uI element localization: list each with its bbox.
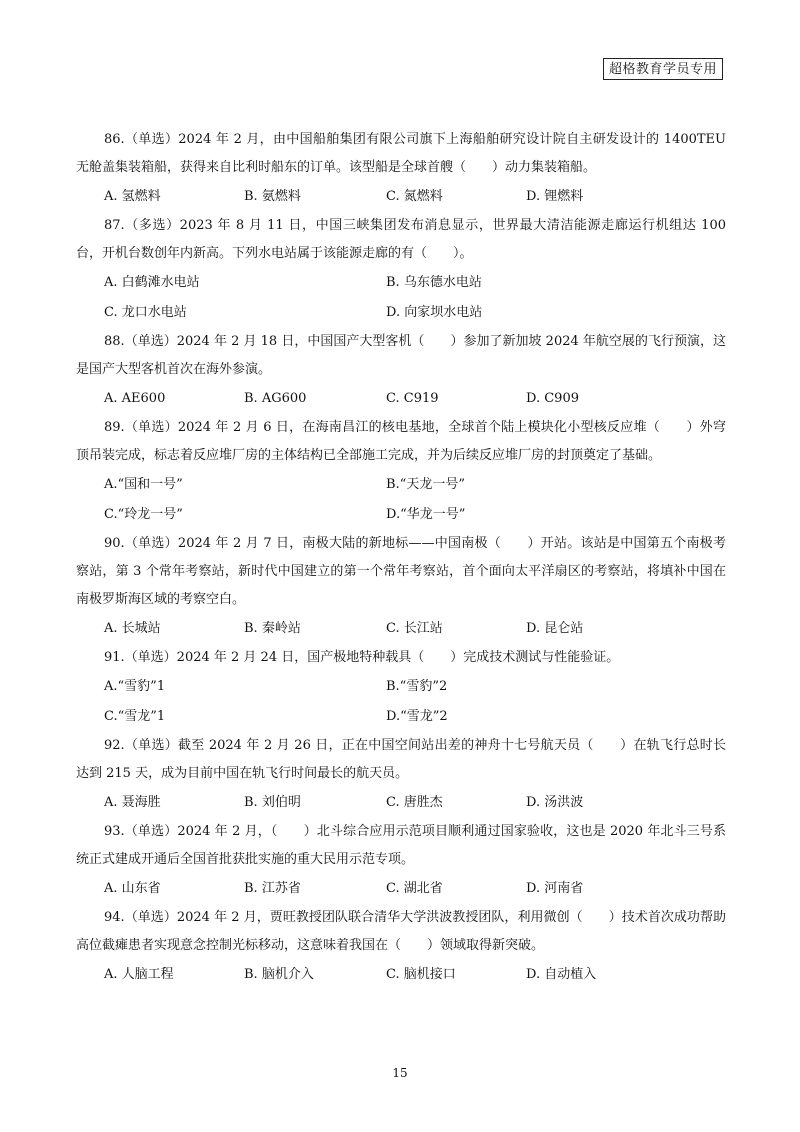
option-b: B. 乌东德水电站 <box>386 275 482 290</box>
option-b: B. 刘伯明 <box>244 795 301 810</box>
option-d: D.“雪龙”2 <box>386 709 448 724</box>
option-d: D. C909 <box>526 391 579 406</box>
options-row <box>76 614 726 644</box>
question-86 <box>76 126 726 212</box>
option-d: D. 向家坝水电站 <box>386 305 483 320</box>
option-a: A. 氢燃料 <box>104 189 161 204</box>
option-c: C. 唐胜杰 <box>386 795 443 810</box>
question-89 <box>76 414 726 530</box>
option-d: D.“华龙一号” <box>386 507 466 522</box>
option-c: C.“雪龙”1 <box>104 709 166 724</box>
option-c: C. 氮燃料 <box>386 189 443 204</box>
question-94 <box>76 904 726 990</box>
options-row <box>76 268 726 298</box>
option-d: D. 汤洪波 <box>526 795 584 810</box>
option-c: C. C919 <box>386 391 439 406</box>
options-row <box>76 960 726 990</box>
option-d: D. 河南省 <box>526 881 584 896</box>
question-stem: 86.（单选）2024 年 2 月，由中国船舶集团有限公司旗下上海船舶研究设计院自主研发设计的 1400TEU 无舱盖集装箱船，获得来自比利时船东的订单。该型船是全球首艘（ ）动力集装箱船。 <box>76 132 726 175</box>
options-row <box>76 672 726 702</box>
option-c: C. 脑机接口 <box>386 967 456 982</box>
question-92 <box>76 732 726 818</box>
question-91 <box>76 644 726 732</box>
option-b: B.“雪豹”2 <box>386 679 448 694</box>
option-a: A.“国和一号” <box>104 477 183 492</box>
question-stem: 89.（单选）2024 年 2 月 6 日，在海南昌江的核电基地，全球首个陆上模块化小型核反应堆（ ）外穹顶吊装完成，标志着反应堆厂房的主体结构已全部施工完成，并为后续反应堆厂房的封顶奠定了基础。 <box>76 420 726 463</box>
option-a: A. 山东省 <box>104 881 161 896</box>
option-b: B. 脑机介入 <box>244 967 314 982</box>
option-d: D. 锂燃料 <box>526 189 584 204</box>
option-b: B. 氨燃料 <box>244 189 301 204</box>
question-87 <box>76 212 726 328</box>
option-b: B. AG600 <box>244 391 307 406</box>
question-list <box>76 126 726 990</box>
option-c: C. 龙口水电站 <box>104 305 187 320</box>
options-row <box>76 384 726 414</box>
option-b: B. 秦岭站 <box>244 621 301 636</box>
option-b: B.“天龙一号” <box>386 477 465 492</box>
option-c: C.“玲龙一号” <box>104 507 183 522</box>
option-a: A. 白鹤滩水电站 <box>104 275 200 290</box>
options-row <box>76 702 726 732</box>
option-a: A. AE600 <box>104 391 166 406</box>
option-d: D. 自动植入 <box>526 967 597 982</box>
options-row <box>76 182 726 212</box>
options-row <box>76 874 726 904</box>
option-c: C. 长江站 <box>386 621 443 636</box>
options-row <box>76 298 726 328</box>
question-stem: 93.（单选）2024 年 2 月，（ ）北斗综合应用示范项目顺利通过国家验收，这也是 2020 年北斗三号系统正式建成开通后全国首批获批实施的重大民用示范专项。 <box>76 824 726 867</box>
page-number: 15 <box>392 1066 408 1080</box>
question-stem: 94.（单选）2024 年 2 月，贾旺教授团队联合清华大学洪波教授团队，利用微创（ ）技术首次成功帮助高位截瘫患者实现意念控制光标移动，这意味着我国在（ ）领域取得新突破。 <box>76 910 726 953</box>
header-badge: 超格教育学员专用 <box>603 58 723 80</box>
question-stem: 92.（单选）截至 2024 年 2 月 26 日，正在中国空间站出差的神舟十七号航天员（ ）在轨飞行总时长达到 215 天，成为目前中国在轨飞行时间最长的航天员。 <box>76 738 726 781</box>
question-93 <box>76 818 726 904</box>
question-90 <box>76 530 726 644</box>
options-row <box>76 788 726 818</box>
option-d: D. 昆仑站 <box>526 621 584 636</box>
option-c: C. 湖北省 <box>386 881 443 896</box>
question-stem: 91.（单选）2024 年 2 月 24 日，国产极地特种载具（ ）完成技术测试与性能验证。 <box>104 650 620 665</box>
question-stem: 87.（多选）2023 年 8 月 11 日，中国三峡集团发布消息显示，世界最大清洁能源走廊运行机组达 100 台，开机台数创年内新高。下列水电站属于该能源走廊的有（ ）。 <box>76 218 726 261</box>
option-b: B. 江苏省 <box>244 881 301 896</box>
option-a: A. 长城站 <box>104 621 161 636</box>
options-row <box>76 500 726 530</box>
option-a: A. 人脑工程 <box>104 967 174 982</box>
option-a: A. 聂海胜 <box>104 795 161 810</box>
option-a: A.“雪豹”1 <box>104 679 166 694</box>
options-row <box>76 470 726 500</box>
question-88 <box>76 328 726 414</box>
question-stem: 90.（单选）2024 年 2 月 7 日，南极大陆的新地标——中国南极（ ）开站。该站是中国第五个南极考察站，第 3 个常年考察站，新时代中国建立的第一个常年考察站，首个面向太平洋扇区的考察站，将填补中国在南极罗斯海区域的考察空白。 <box>76 536 726 607</box>
question-stem: 88.（单选）2024 年 2 月 18 日，中国国产大型客机（ ）参加了新加坡 2024 年航空展的飞行预演，这是国产大型客机首次在海外参演。 <box>76 334 726 377</box>
